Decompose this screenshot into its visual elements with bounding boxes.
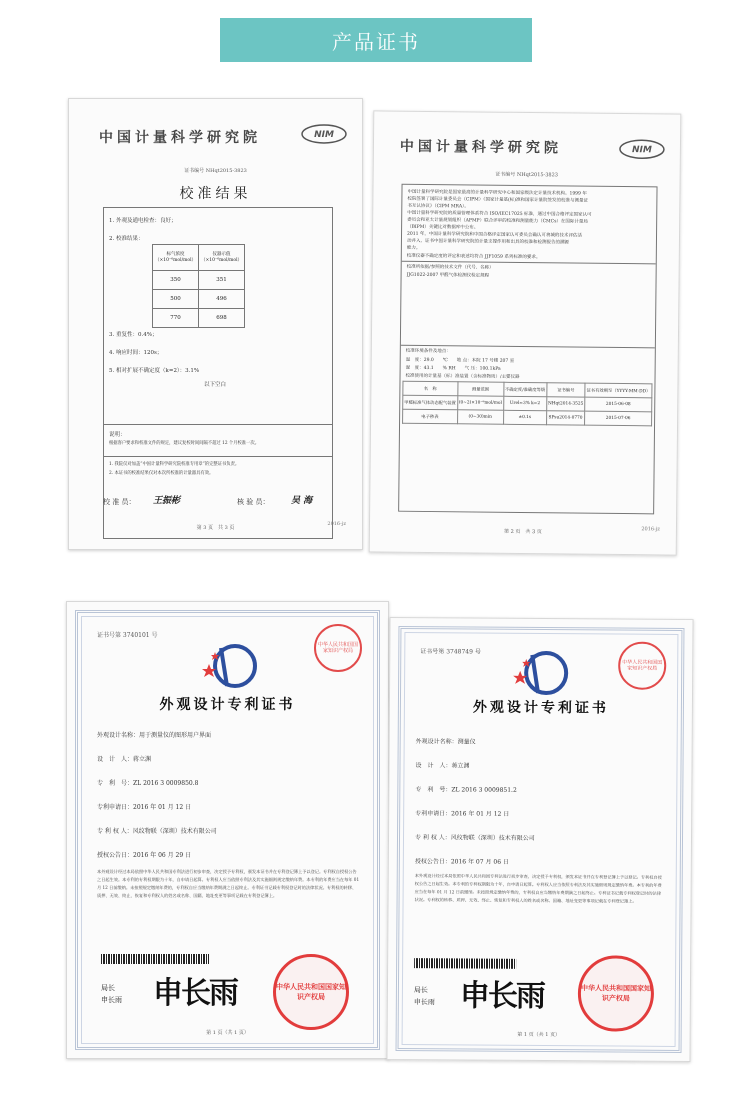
svg-text:NIM: NIM (631, 145, 652, 156)
notes-label: 说明： (109, 432, 126, 438)
director-signature: 申长雨 (459, 978, 545, 1015)
nim-logo-icon (300, 123, 348, 145)
intro-line: 中国计量科学研究院的质量管理体系符合 ISO/IEC17025 标准，通过中国合格评定国家认可 (407, 210, 592, 218)
grant-date-field: 授权公告日：2016 年 06 月 29 日 (97, 852, 192, 859)
intro-line: （BIPM）关键比对数据库中公布。 (407, 224, 479, 231)
sipo-emblem-icon (512, 649, 570, 697)
doc-code: 2016-jz (641, 526, 660, 533)
calibration-results-sheet (68, 98, 363, 550)
patent-cert-number: 证书号第 3740101 号 (97, 632, 158, 639)
patent-title: 外观设计专利证书 (159, 697, 296, 713)
grant-date-field: 授权公告日：2016 年 07 月 06 日 (414, 858, 509, 866)
results-label: 2. 校准结果： (109, 236, 144, 242)
standards-label: 校准使用的计量基（标）准装置（含标准物质）/主要仪器 (405, 373, 520, 380)
patent-certificate-right (386, 617, 693, 1062)
legal-fine-print: 本外观设计经过本局依照中华人民共和国专利法进行初步审查，决定授予专利权，颁发本证书并在专利登记簿上予以登记。专利权自授权公告之日起生效。本专利的专利权期限为十年，自申请日起算。专利权人应当依照专利法及其实施细则规定缴纳年费。本专利的年费应当在每年 01 月 12 日前缴纳。未按照规定缴纳年费的，专利权自应当缴纳年费期满之日起终止。专利证书记载专利权登记时的法律状况。专利权的转移、质押、无效、终止、恢复和专利权人的姓名或名称、国籍、地址变更等事项记载在专利登记簿上。 (414, 873, 662, 904)
seal-stamp-icon: 中华人民共和国国家知识产权局 (618, 642, 666, 690)
svg-text:NIM: NIM (314, 130, 334, 140)
design-name-field: 外观设计名称：测量仪 (415, 738, 476, 746)
intro-line: 2011 年，中国计量科学研究院和中国合格评定国家认可委员会确认可将城的技术评估活 (407, 231, 582, 239)
patentee-field: 专 利 权 人：风纹物联（深圳）技术有限公司 (414, 834, 535, 842)
note-2: 2. 本证书的校准结果仅对本次所校准的计量器具有效。 (109, 471, 214, 476)
table-row: 500 496 (153, 290, 245, 309)
table-row: 770 698 (153, 309, 245, 328)
env-label: 校准环境条件及地点： (405, 348, 451, 355)
table-row: 350 351 (153, 271, 245, 290)
filing-date-field: 专利申请日：2016 年 01 月 12 日 (97, 804, 192, 811)
basis-label: 校准所依据/参照的技术文件（代号、名称） (406, 264, 494, 271)
intro-line: 能力。 (406, 245, 421, 251)
patent-cert-number: 证书号第 3748749 号 (420, 648, 481, 656)
uncertainty: 5. 相对扩展不确定度（k=2）：3.1% (109, 368, 200, 374)
table-header: 标气浓度 （×10⁻⁶mol/mol） (153, 245, 199, 271)
table-header: 仪器示值 （×10⁻⁶mol/mol） (199, 245, 245, 271)
design-name-field: 外观设计名称：用于测量仪的图形用户界面 (97, 732, 212, 739)
patentee-field: 专 利 权 人：风纹物联（深圳）技术有限公司 (97, 828, 217, 835)
director-block: 局长 申长雨 (413, 986, 435, 1007)
humidity: 湿 度：43.1 % RH 气 压：100.1kPa (405, 365, 501, 372)
patent-certificate-left (66, 601, 389, 1059)
divider (104, 456, 332, 457)
intro-line: 中国计量科学研究院是国家最高的计量科学研究中心和国家级法定计量技术机构。1999 年 (407, 189, 587, 197)
patent-number-field: 专 利 号：ZL 2016 3 0009850.8 (97, 780, 199, 787)
director-signature: 申长雨 (153, 976, 237, 1011)
table-row: 电子秒表 (0~30)min ±0.1s SPsu2014-0770 2015-07-06 (403, 409, 652, 426)
checker-label: 核 验 员： (237, 498, 270, 506)
results-body (103, 207, 333, 539)
temperature: 温 度：29.0 ℃ 地 点：本院 17 号楼 207 室 (405, 357, 515, 364)
intro-line: 书互认协议》（CIPM MRA）。 (407, 203, 469, 210)
calibration-info-body (398, 184, 657, 515)
results-title: 校准结果 (179, 186, 252, 202)
nim-logo-icon (618, 138, 666, 161)
appearance-check: 1. 外观及通电检查：良好； (109, 218, 177, 224)
table-row: 甲醛标准气体动态配气装置 (0~2)×10⁻⁶mol/mol Urel=3% k=2 NHqt2014-3525 2015-06-08 (403, 395, 652, 412)
doc-code: 2016-jz (327, 521, 346, 527)
basis-doc: JJG1022-2007 甲醛气体检测仪检定规程 (406, 272, 490, 279)
page-number: 第 2 页 共 3 页 (504, 528, 542, 536)
official-seal-icon: 中华人民共和国国家知识产权局 (578, 955, 655, 1032)
barcode-icon (101, 954, 209, 964)
designer-field: 设 计 人：蒋立渊 (97, 756, 152, 763)
barcode-icon (414, 958, 516, 969)
cert-number: 证书编号 NHqt2015-3823 (184, 168, 247, 174)
blank-below: 以下空白 (204, 382, 227, 388)
designer-field: 设 计 人：蒋立渊 (415, 762, 470, 770)
filing-date-field: 专利申请日：2016 年 01 月 12 日 (415, 810, 510, 818)
standards-table (402, 381, 652, 427)
page-number: 第 1 页（共 1 页） (517, 1031, 561, 1039)
page-number: 第 3 页 共 3 页 (196, 525, 235, 531)
note-1: 1. 我院仅对加盖“中国计量科学研究院校准专用章”的完整证书负责。 (109, 462, 240, 467)
intro-line: 委员会和亚太计量规划组织（APMP）联合评审的校准和测量能力（CMCs）在国际计量局 (407, 217, 588, 225)
patent-title: 外观设计专利证书 (472, 699, 609, 717)
page-number: 第 1 页（共 1 页） (206, 1030, 249, 1036)
seal-stamp-icon: 中华人民共和国国家知识产权局 (314, 624, 362, 672)
calibration-info-sheet (369, 110, 682, 555)
institute-name: 中国计量科学研究院 (99, 130, 261, 146)
calibrator-label: 校 准 员： (103, 498, 136, 506)
divider (104, 424, 332, 425)
repeatability: 3. 重复性：0.4%； (109, 332, 158, 338)
results-table (152, 244, 245, 328)
legal-fine-print: 本外观设计经过本局依照中华人民共和国专利法进行初步审查，决定授予专利权，颁发本证书并在专利登记簿上予以登记。专利权自授权公告之日起生效。本专利的专利权期限为十年，自申请日起算。专利权人应当依照专利法及其实施细则规定缴纳年费。本专利的年费应当在每年 01 月 12 日前缴纳。未按照规定缴纳年费的，专利权自应当缴纳年费期满之日起终止。专利证书记载专利权登记时的法律状况。专利权的转移、质押、无效、终止、恢复和专利权人的姓名或名称、国籍、地址变更等事项记载在专利登记簿上。 (97, 869, 360, 898)
checker-signature: 吴 海 (291, 496, 313, 506)
intro-line: 校院签署了国际计量委员会（CIPM）《国家计量基(标)准和国家计量院签发的校准与测量证 (407, 196, 589, 204)
intro-line: 动并入，证书中国计量科学研究院的计量支撑作用和出具的校准和检测报告的溯源 (406, 238, 569, 246)
calibrator-signature: 王振彬 (153, 496, 181, 506)
official-seal-icon: 中华人民共和国国家知识产权局 (273, 954, 349, 1030)
patent-number-field: 专 利 号：ZL 2016 3 0009851.2 (415, 786, 517, 794)
cert-number: 证书编号 NHqt2015-3823 (495, 171, 559, 179)
director-block: 局长 申长雨 (101, 984, 122, 1004)
scope-line: 校准仪器不确定度的评定和表述均符合 JJF1059 系列标准的要求。 (406, 253, 541, 261)
sipo-emblem-icon (201, 642, 259, 690)
institute-name: 中国计量科学研究院 (399, 138, 563, 157)
response-time: 4. 响应时间：120s； (109, 350, 163, 356)
section-title: 产品证书 (220, 18, 532, 62)
table-header: 名 称 测量范围 不确定度/准确度等级 证书编号 证书有效期至（YYYY-MM-DD） (403, 381, 652, 398)
recal-note: 根据客户要求和校准文件的规定，建议复校时间间隔不超过 12 个月校准一次。 (109, 441, 259, 446)
